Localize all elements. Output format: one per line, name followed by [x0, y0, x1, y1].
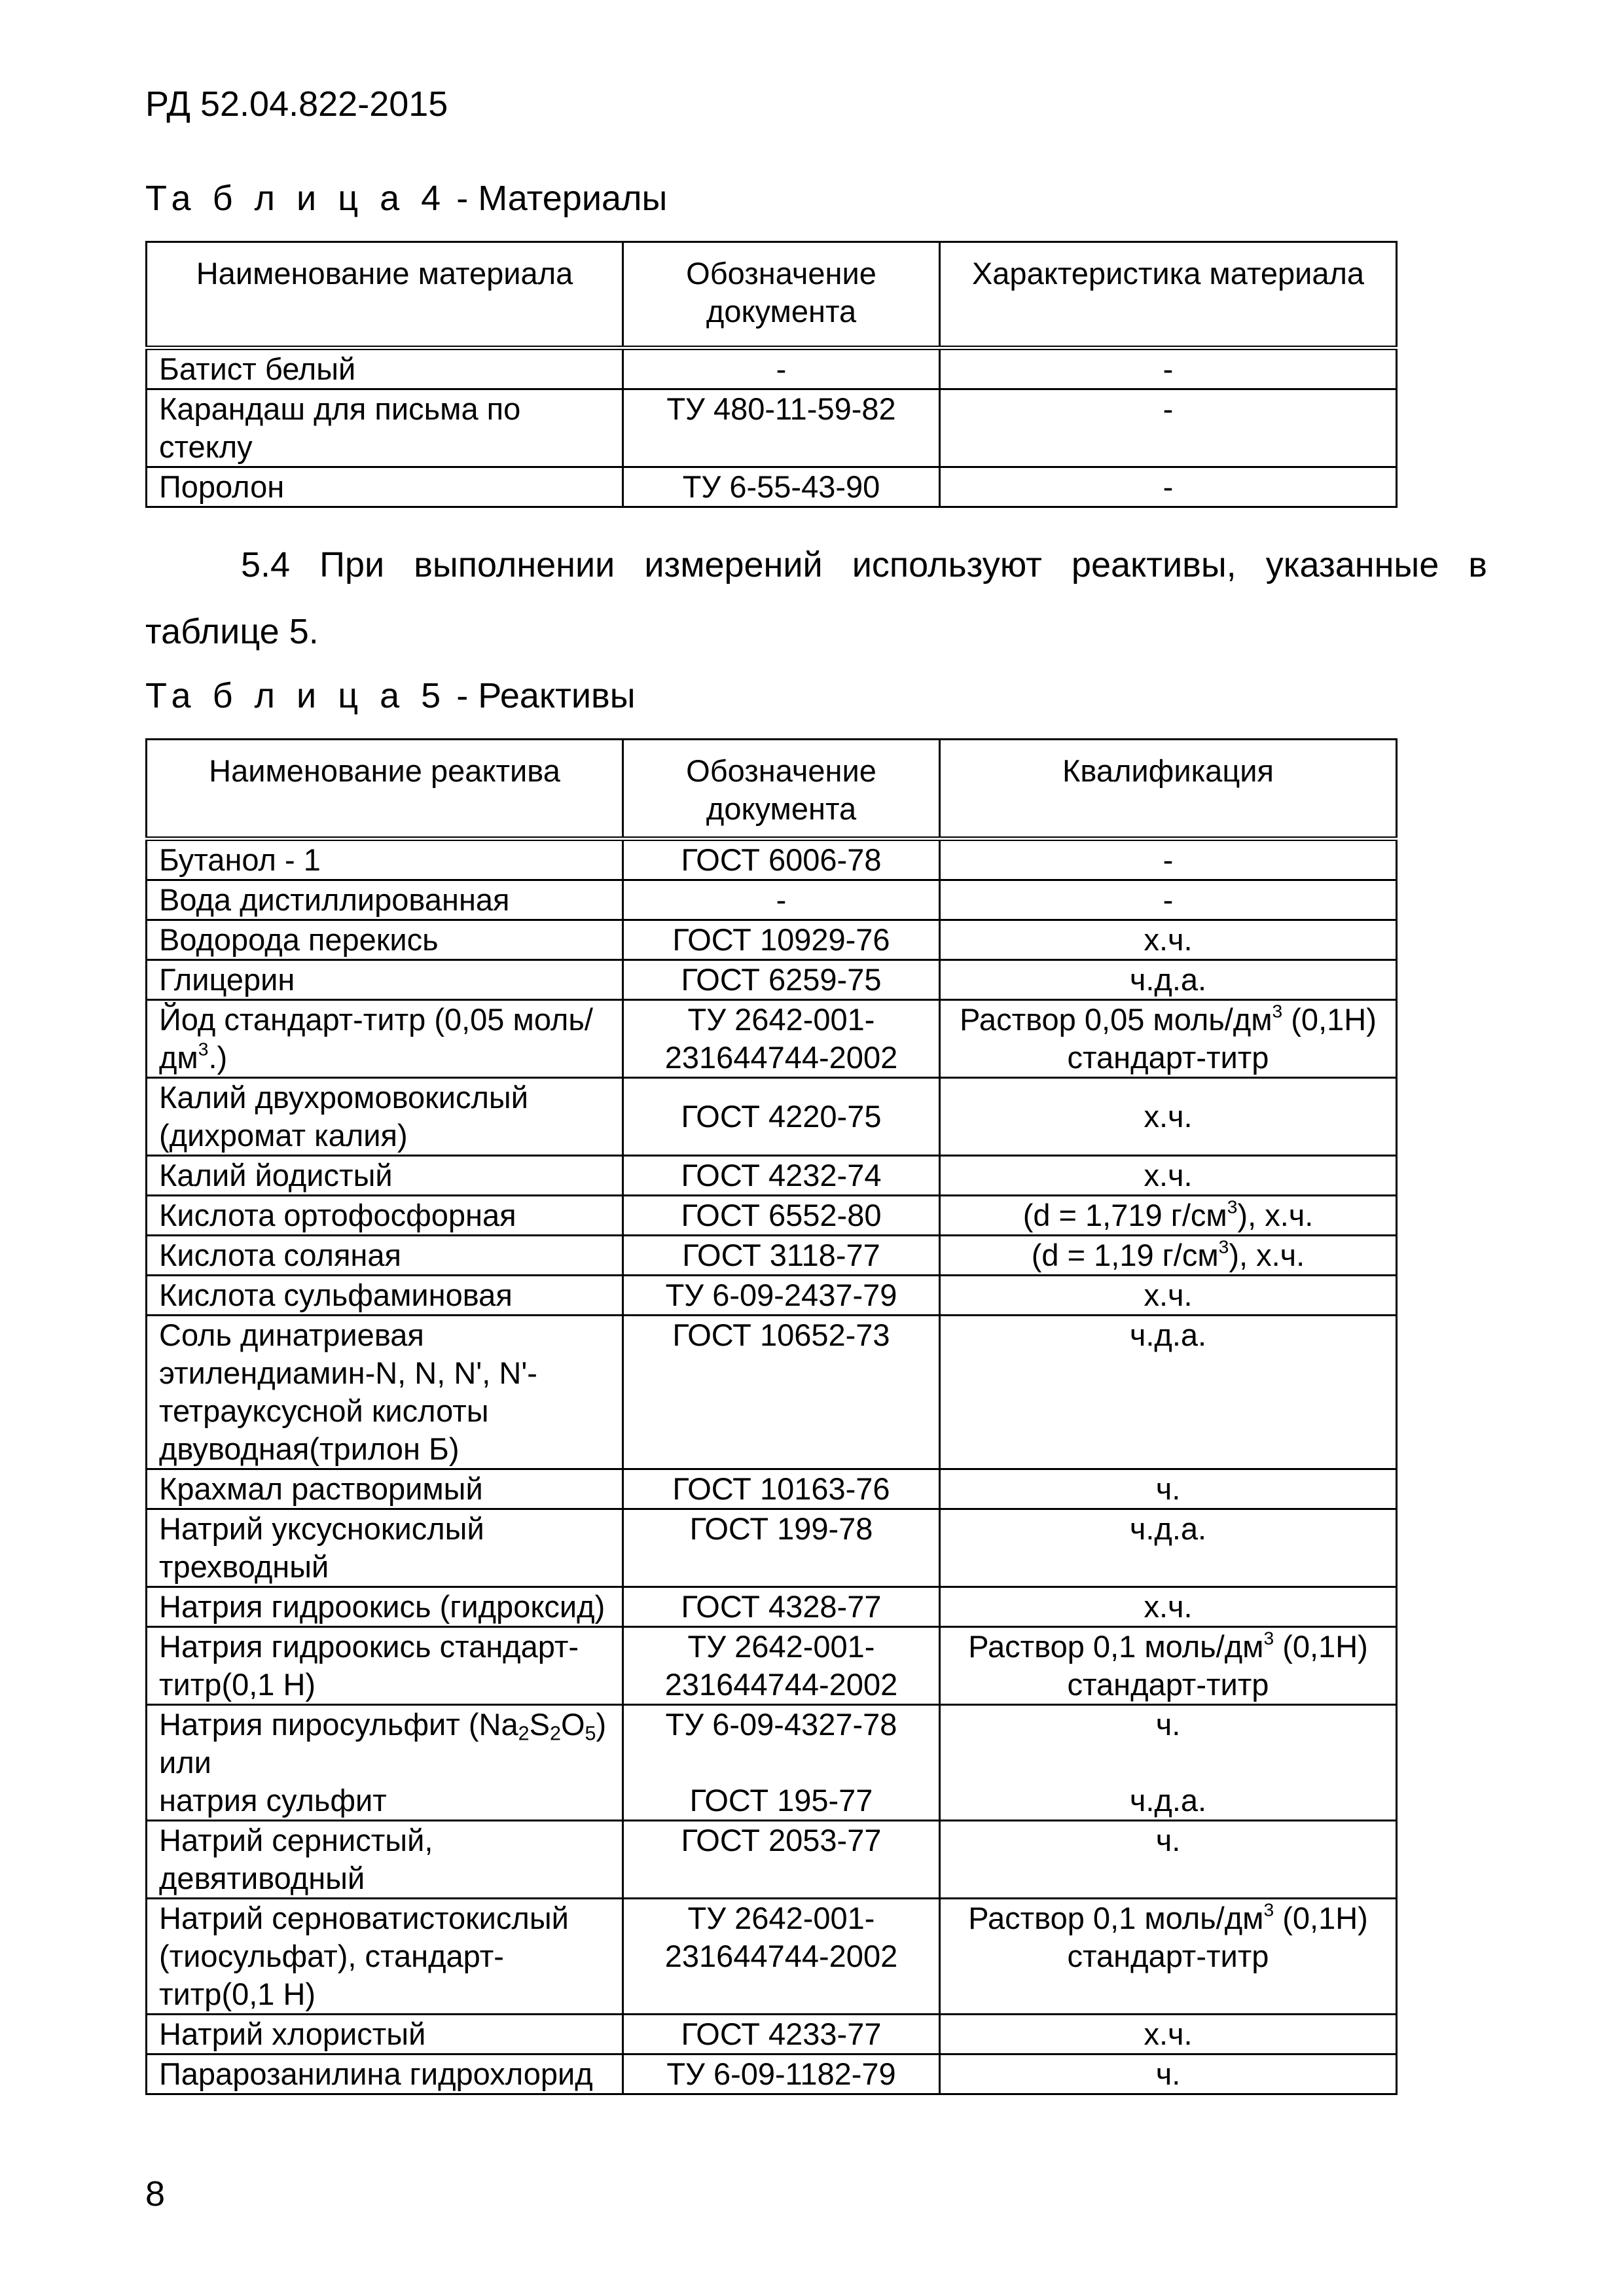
subscript: 2: [549, 1722, 561, 1745]
reagent-name: Натрия гидроокись (гидроксид): [147, 1587, 623, 1627]
text-fragment: S: [529, 1707, 550, 1742]
table4-caption-label: Та б л и ц а 4: [145, 179, 447, 218]
reagent-name: Натрий сернистый, девятиводный: [147, 1821, 623, 1899]
text-fragment: Раствор 0,1 моль/дм: [968, 1629, 1264, 1664]
table-row: [147, 389, 1397, 467]
qualification: ч.: [940, 1469, 1397, 1509]
document-code: -: [623, 348, 940, 389]
document-code: ТУ 6-55-43-90: [623, 467, 940, 507]
table-row: [147, 1469, 1397, 1509]
header-qualification: Квалификация: [940, 740, 1397, 839]
text-fragment: (0,1Н) стандарт-титр: [1067, 1002, 1377, 1075]
reagent-name: Калий двухромовокислый (дихромат калия): [147, 1078, 623, 1156]
qualification: х.ч.: [940, 1276, 1397, 1316]
text-fragment: (d = 1,719 г/см: [1022, 1198, 1227, 1232]
table-header-row: [147, 242, 1397, 348]
material-name: Поролон: [147, 467, 623, 507]
reagent-name: Вода дистиллированная: [147, 880, 623, 920]
text-fragment: Йод стандарт-титр (0,05 моль/дм: [159, 1002, 593, 1075]
header-document: Обозначение документа: [623, 740, 940, 839]
table-row: [147, 960, 1397, 1000]
reagent-name: Бутанол - 1: [147, 839, 623, 880]
document-code: ГОСТ 10163-76: [623, 1469, 940, 1509]
reagent-name: Водорода перекись: [147, 920, 623, 960]
text-fragment: Натрия пиросульфит (Na: [159, 1707, 518, 1742]
document-code: ГОСТ 4328-77: [623, 1587, 940, 1627]
qualification: [940, 1000, 1397, 1078]
document-code: ГОСТ 2053-77: [623, 1821, 940, 1899]
text-fragment: .): [208, 1040, 228, 1075]
table-row: [147, 1236, 1397, 1276]
text-fragment: ), х.ч.: [1237, 1198, 1314, 1232]
page-number: 8: [145, 2174, 166, 2214]
text-fragment: (0,1Н) стандарт-титр: [1067, 1629, 1368, 1702]
document-code: ГОСТ 10652-73: [623, 1316, 940, 1469]
qualification: ч.д.а.: [940, 960, 1397, 1000]
qualification: х.ч.: [940, 1587, 1397, 1627]
table-row: [147, 839, 1397, 880]
text-fragment: ) или: [159, 1707, 607, 1780]
table-row: [147, 1627, 1397, 1705]
table-header-row: [147, 740, 1397, 839]
table5-caption-title: - Реактивы: [446, 676, 636, 715]
qualification: ч.д.а.: [940, 1316, 1397, 1469]
document-code: [623, 1705, 940, 1821]
reagent-name: Глицерин: [147, 960, 623, 1000]
reagent-name: Натрий уксуснокислый трехводный: [147, 1509, 623, 1587]
reagent-name: Натрий серноватистокислый (тиосульфат), стандарт-титр(0,1 Н): [147, 1899, 623, 2015]
reagent-name: Кислота соляная: [147, 1236, 623, 1276]
reagent-name: Кислота сульфаминовая: [147, 1276, 623, 1316]
table-row: [147, 880, 1397, 920]
table5-caption-label: Та б л и ц а 5: [145, 676, 447, 715]
document-code: ГОСТ 4232-74: [623, 1156, 940, 1196]
table-row: [147, 1899, 1397, 2015]
table-row: [147, 1156, 1397, 1196]
qualification: х.ч.: [940, 920, 1397, 960]
text-fragment: ч.д.а.: [1129, 1783, 1207, 1818]
document-code: ГОСТ 199-78: [623, 1509, 940, 1587]
table-row: [147, 920, 1397, 960]
qualification: ч.д.а.: [940, 1509, 1397, 1587]
table5-caption: [145, 678, 636, 713]
document-code: ГОСТ 6259-75: [623, 960, 940, 1000]
text-fragment: ч.: [1155, 1707, 1181, 1742]
document-code: ТУ 6-09-2437-79: [623, 1276, 940, 1316]
document-id: РД 52.04.822-2015: [145, 84, 448, 124]
superscript: 3: [1218, 1236, 1229, 1257]
table-row: [147, 2015, 1397, 2054]
superscript: 3: [1263, 1627, 1274, 1649]
superscript: 3: [1227, 1196, 1238, 1217]
text-fragment: Раствор 0,1 моль/дм: [968, 1901, 1264, 1935]
document-code: ТУ 6-09-1182-79: [623, 2054, 940, 2094]
qualification: х.ч.: [940, 1156, 1397, 1196]
table-row: [147, 348, 1397, 389]
header-reagent-name: Наименование реактива: [147, 740, 623, 839]
qualification: ч.: [940, 1821, 1397, 1899]
text-fragment: O: [560, 1707, 585, 1742]
qualification: х.ч.: [940, 2015, 1397, 2054]
superscript: 3: [1263, 1899, 1274, 1920]
document-code: ГОСТ 6552-80: [623, 1196, 940, 1236]
qualification: ч.: [940, 2054, 1397, 2094]
table-row: [147, 1078, 1397, 1156]
document-code: ГОСТ 4233-77: [623, 2015, 940, 2054]
text-fragment: (d = 1,19 г/см: [1031, 1238, 1219, 1272]
characteristic: -: [940, 389, 1397, 467]
text-fragment: (0,1Н) стандарт-титр: [1067, 1901, 1368, 1973]
table-row: [147, 1705, 1397, 1821]
paragraph-line: таблице 5.: [145, 612, 319, 651]
header-material-name: Наименование материала: [147, 242, 623, 348]
materials-table: [145, 241, 1398, 508]
qualification: -: [940, 839, 1397, 880]
reagent-name: [147, 1000, 623, 1078]
table-row: [147, 1587, 1397, 1627]
qualification: [940, 1627, 1397, 1705]
characteristic: -: [940, 348, 1397, 389]
table-row: [147, 467, 1397, 507]
material-name: Батист белый: [147, 348, 623, 389]
document-code: ТУ 2642-001-231644744-2002: [623, 1000, 940, 1078]
table-row: [147, 1821, 1397, 1899]
qualification: -: [940, 880, 1397, 920]
superscript: 3: [1272, 1000, 1283, 1022]
subscript: 5: [585, 1722, 596, 1745]
qualification: [940, 1236, 1397, 1276]
reagent-name: Натрий хлористый: [147, 2015, 623, 2054]
text-fragment: натрия сульфит: [159, 1783, 387, 1818]
reagent-name: Натрия гидроокись стандарт-титр(0,1 Н): [147, 1627, 623, 1705]
qualification: [940, 1899, 1397, 2015]
reagent-name: Крахмал растворимый: [147, 1469, 623, 1509]
document-code: ГОСТ 10929-76: [623, 920, 940, 960]
document-code: ТУ 2642-001-231644744-2002: [623, 1899, 940, 2015]
text-fragment: ТУ 6-09-4327-78: [665, 1707, 897, 1742]
material-name: Карандаш для письма по стеклу: [147, 389, 623, 467]
document-code: ТУ 2642-001-231644744-2002: [623, 1627, 940, 1705]
table-row: [147, 1196, 1397, 1236]
reagent-name: Парарозанилина гидрохлорид: [147, 2054, 623, 2094]
text-fragment: ГОСТ 195-77: [689, 1783, 873, 1818]
text-fragment: ), х.ч.: [1229, 1238, 1305, 1272]
superscript: 3: [198, 1038, 209, 1060]
characteristic: -: [940, 467, 1397, 507]
table-row: [147, 1316, 1397, 1469]
reagent-name: Соль динатриевая этилендиамин-N, N, N', N'-тетрауксусной кислоты двуводная(трилон Б): [147, 1316, 623, 1469]
document-code: -: [623, 880, 940, 920]
table4-caption-title: - Материалы: [446, 179, 668, 218]
paragraph-line: 5.4 При выполнении измерений используют реактивы, указанные в: [241, 545, 1487, 584]
subscript: 2: [518, 1722, 530, 1745]
qualification: [940, 1705, 1397, 1821]
header-document: Обозначение документа: [623, 242, 940, 348]
document-code: ГОСТ 4220-75: [623, 1078, 940, 1156]
header-characteristic: Характеристика материала: [940, 242, 1397, 348]
table-row: [147, 1509, 1397, 1587]
qualification: [940, 1196, 1397, 1236]
table-row: [147, 1000, 1397, 1078]
qualification: х.ч.: [940, 1078, 1397, 1156]
text-fragment: Раствор 0,05 моль/дм: [960, 1002, 1272, 1037]
document-code: ГОСТ 6006-78: [623, 839, 940, 880]
document-code: ТУ 480-11-59-82: [623, 389, 940, 467]
reagent-name: Калий йодистый: [147, 1156, 623, 1196]
reagent-name: [147, 1705, 623, 1821]
table-row: [147, 1276, 1397, 1316]
table4-caption: [145, 181, 667, 216]
reagent-name: Кислота ортофосфорная: [147, 1196, 623, 1236]
reagents-table: [145, 738, 1398, 2095]
table-row: [147, 2054, 1397, 2094]
document-code: ГОСТ 3118-77: [623, 1236, 940, 1276]
